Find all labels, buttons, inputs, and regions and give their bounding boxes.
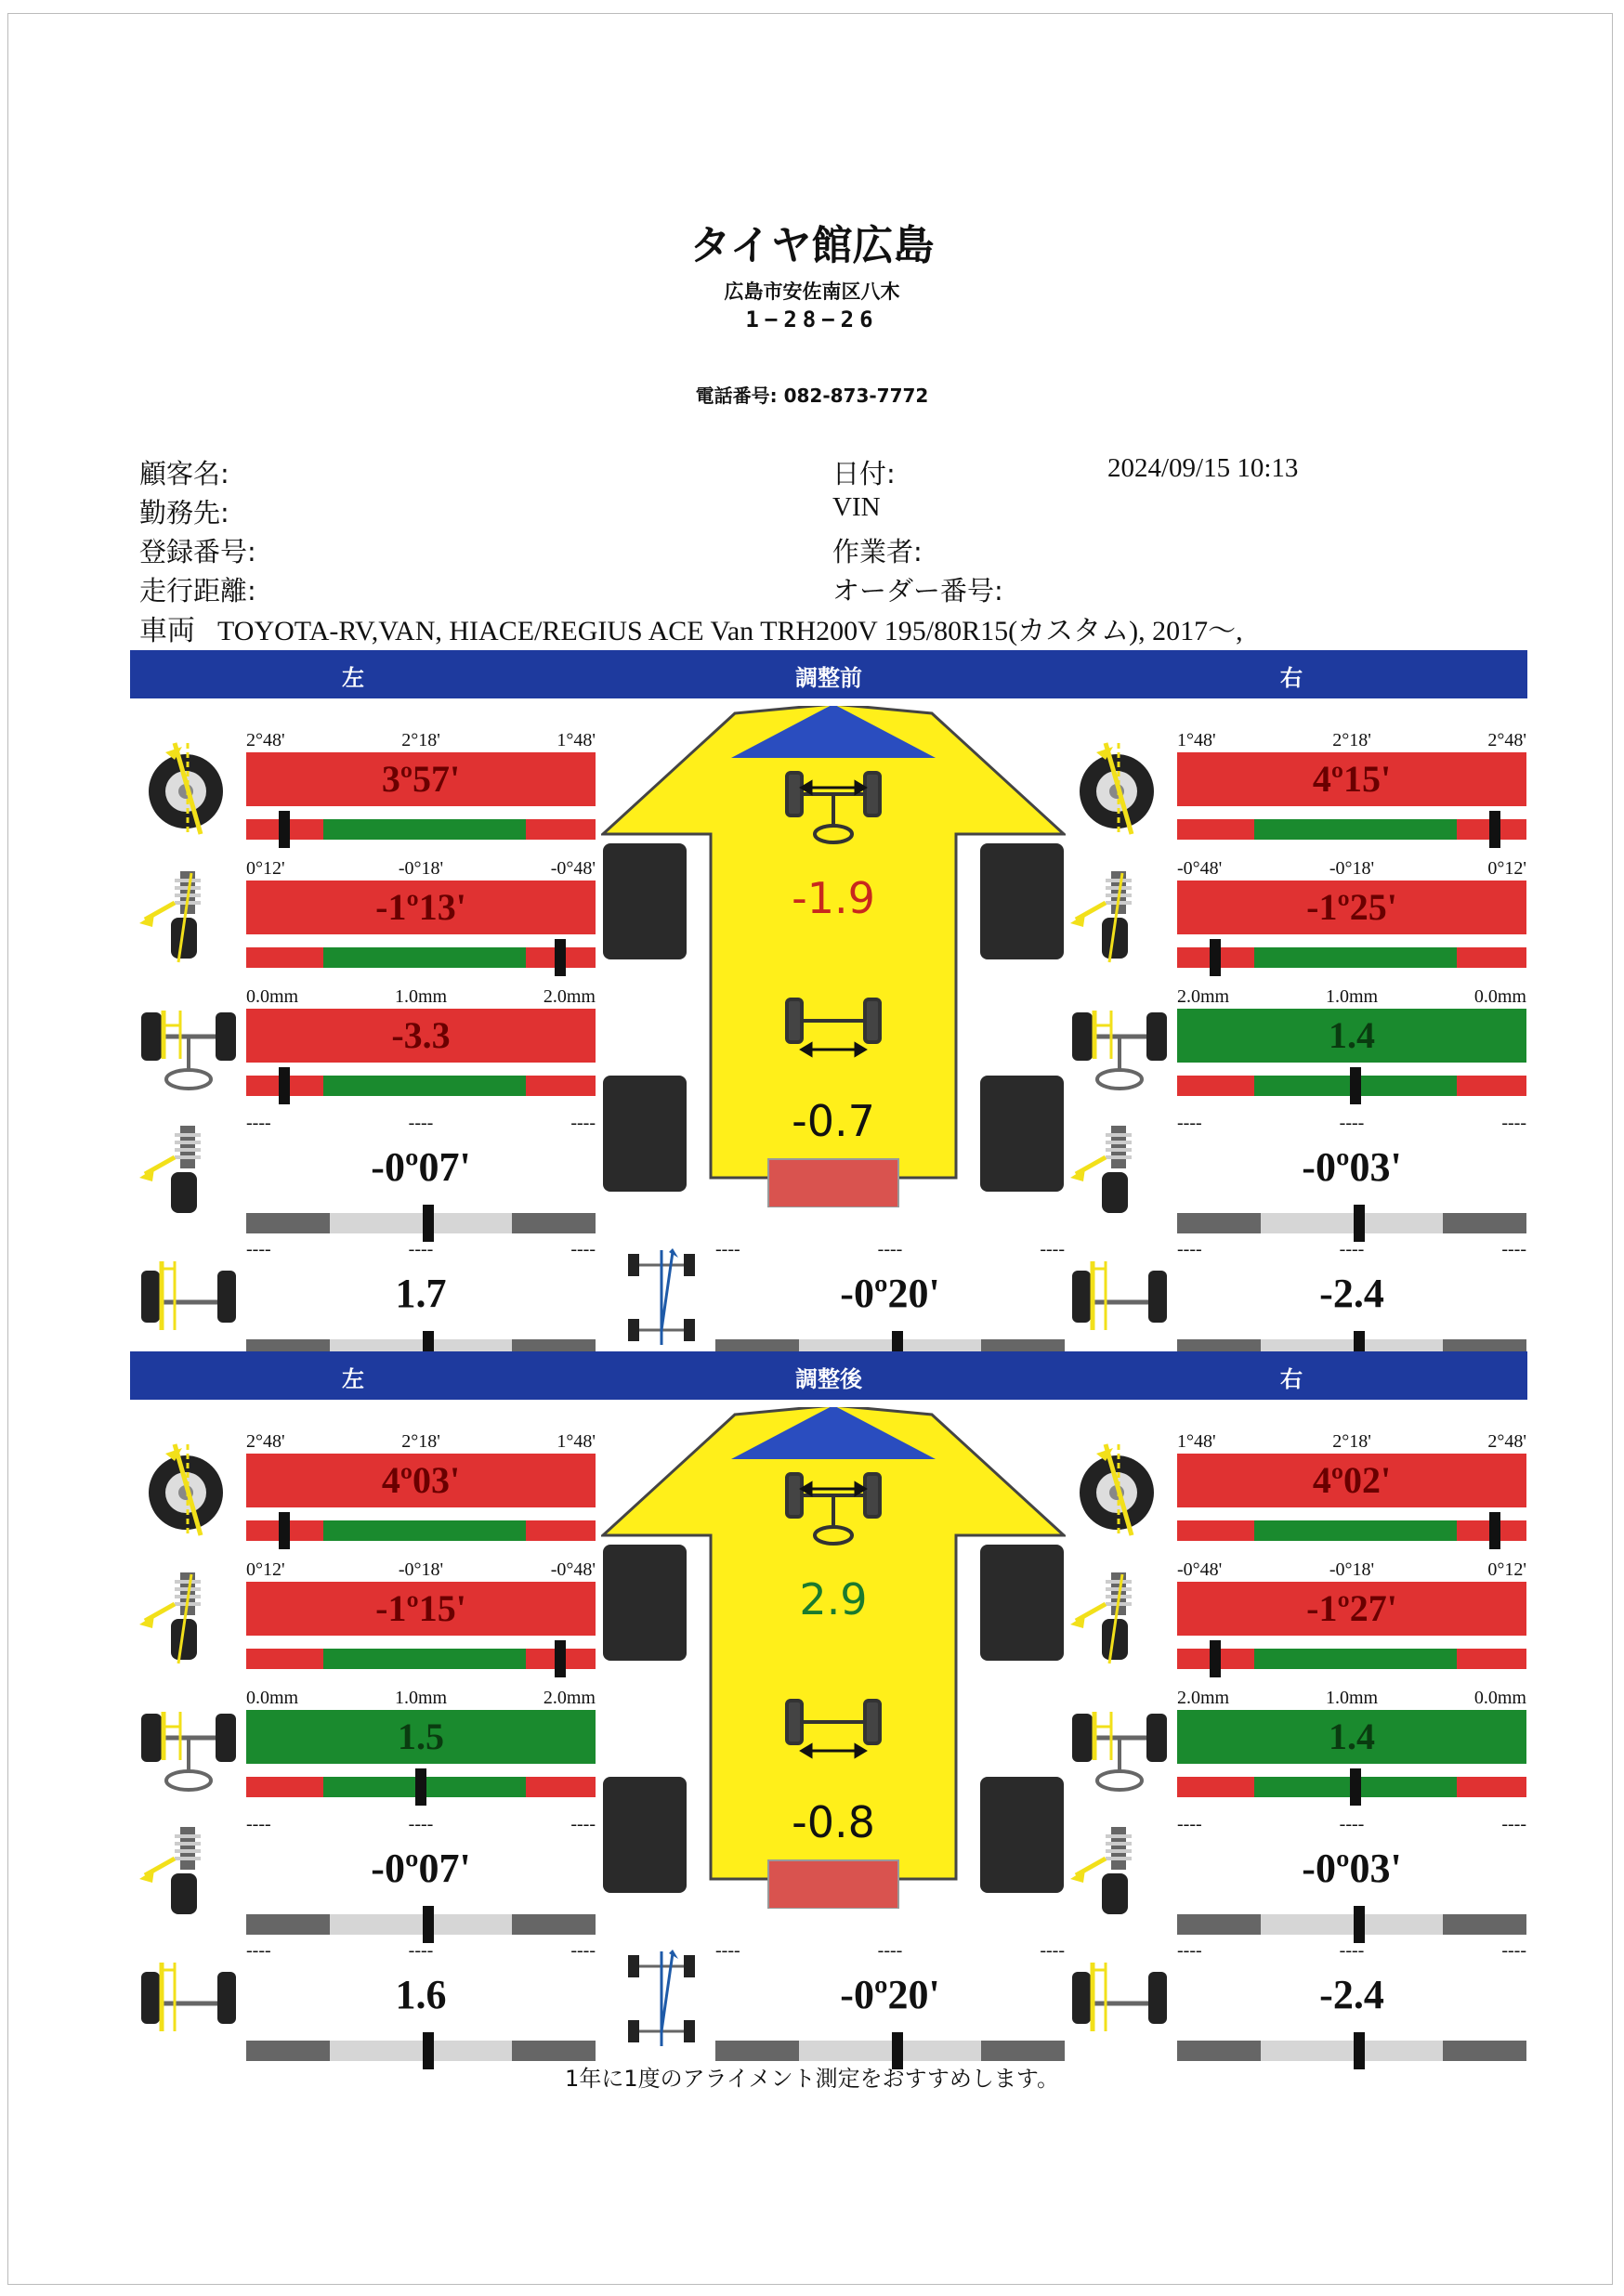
toe-steering-icon (1068, 1695, 1171, 1797)
band-left-label: 左 (342, 665, 364, 691)
vehicle-row (139, 607, 1243, 648)
strut-icon (138, 1120, 240, 1222)
band-left-label: 左 (342, 1366, 364, 1392)
left-value-box: 4º03' (246, 1454, 596, 1507)
employer-label: 勤務先: (139, 497, 229, 528)
right-value: -0º03' (1302, 1846, 1402, 1891)
date-value: 2024/09/15 10:13 (1107, 453, 1299, 483)
left-range-bar (246, 1649, 596, 1669)
scale-label-left: ---- (1177, 1940, 1202, 1961)
right-scale (1177, 1940, 1526, 1961)
right-range-bar (1177, 2041, 1526, 2061)
caster-wheel-icon (1068, 737, 1171, 840)
left-value-box: -3.3 (246, 1009, 596, 1063)
right-scale (1177, 1559, 1526, 1580)
range-segment (1457, 1777, 1526, 1797)
range-segment (1261, 1213, 1443, 1233)
left-value-box: 1.5 (246, 1710, 596, 1764)
scale-label-left: ---- (246, 1239, 271, 1259)
scale-label-right: 2.0mm (543, 1688, 596, 1708)
footer-note: 1年に1度のアライメント測定をおすすめします。 (565, 2066, 1059, 2092)
range-segment (1457, 1076, 1526, 1096)
scale-label-right: ---- (1501, 1239, 1526, 1259)
range-segment (1443, 1914, 1526, 1935)
scale-label-center: ---- (877, 1940, 903, 1961)
range-segment (526, 1520, 596, 1541)
right-scale (1177, 730, 1526, 750)
range-segment (246, 947, 323, 968)
axle-toe-icon (138, 1246, 240, 1349)
right-scale (1177, 1431, 1526, 1452)
shop-name: タイヤ館広島 (689, 222, 935, 269)
left-range-bar (246, 1914, 596, 1935)
right-range-bar (1177, 947, 1526, 968)
band-right-label: 右 (1280, 1366, 1303, 1392)
camber-strut-icon (1068, 866, 1171, 968)
left-value-box: -1º15' (246, 1582, 596, 1636)
center-scale (715, 1940, 1065, 1961)
front-total-toe-value: 2.9 (799, 1574, 868, 1624)
left-indicator-mark (279, 1067, 290, 1104)
strut-icon (1068, 1821, 1171, 1924)
scale-label-center: ---- (1339, 1814, 1365, 1834)
right-value-box: 4º15' (1177, 752, 1526, 806)
scale-label-center: 2°18' (1332, 730, 1371, 750)
shop-address-number: 1−28−26 (745, 307, 879, 333)
range-segment (330, 2041, 512, 2061)
right-indicator-mark (1350, 1768, 1361, 1806)
left-indicator-mark (279, 811, 290, 848)
left-scale (246, 1940, 596, 1961)
range-segment (1177, 1777, 1254, 1797)
front-total-toe-value: -1.9 (792, 873, 875, 923)
scale-label-left: ---- (246, 1113, 271, 1133)
range-segment (323, 819, 526, 840)
center-scale (715, 1239, 1065, 1259)
thrust-angle-icon (624, 1246, 699, 1349)
right-range-bar (1177, 819, 1526, 840)
range-segment (526, 1777, 596, 1797)
left-scale (246, 858, 596, 879)
left-range-bar (246, 1076, 596, 1096)
scale-label-left: 1°48' (1177, 730, 1216, 750)
scale-label-right: 0.0mm (1473, 986, 1526, 1007)
left-indicator-mark (555, 939, 566, 976)
left-value-box: -1º13' (246, 881, 596, 934)
registration-label: 登録番号: (139, 536, 256, 567)
scale-label-right: 2.0mm (543, 986, 596, 1007)
range-segment (512, 2041, 596, 2061)
scale-label-right: 0°12' (1487, 858, 1526, 879)
caster-wheel-icon (1068, 1439, 1171, 1541)
scale-label-center: ---- (1339, 1113, 1365, 1133)
toe-steering-icon (138, 1695, 240, 1797)
scale-label-center: 1.0mm (394, 1688, 448, 1708)
right-scale (1177, 986, 1526, 1007)
left-indicator-mark (415, 1768, 426, 1806)
scale-label-left: 0.0mm (246, 986, 299, 1007)
scale-label-center: ---- (877, 1239, 903, 1259)
range-segment (323, 947, 526, 968)
scale-label-center: -0°18' (398, 858, 444, 879)
axle-toe-icon (1068, 1246, 1171, 1349)
range-segment (246, 1914, 330, 1935)
strut-icon (138, 1821, 240, 1924)
center-value: -0º20' (840, 1972, 940, 2017)
section-header-band (130, 1351, 1527, 1400)
scale-label-center: ---- (408, 1239, 434, 1259)
range-segment (1457, 1649, 1526, 1669)
range-segment (799, 2041, 981, 2061)
right-value: -2.4 (1319, 1271, 1384, 1316)
scale-label-left: -0°48' (1177, 1559, 1223, 1580)
range-segment (526, 819, 596, 840)
right-value-box: 1.4 (1177, 1710, 1526, 1764)
range-segment (323, 1649, 526, 1669)
band-title: 調整前 (795, 665, 862, 691)
scale-label-right: ---- (1501, 1113, 1526, 1133)
right-scale (1177, 1113, 1526, 1133)
left-indicator-mark (423, 1906, 434, 1943)
order-number-label: オーダー番号: (832, 575, 1003, 607)
right-value: -2.4 (1319, 1972, 1384, 2017)
axle-toe-icon (138, 1948, 240, 2050)
scale-label-right: ---- (1501, 1940, 1526, 1961)
range-segment (1254, 947, 1457, 968)
left-scale (246, 1113, 596, 1133)
center-value: -0º20' (840, 1271, 940, 1316)
scale-label-right: 1°48' (557, 1431, 596, 1452)
scale-label-right: 0°12' (1487, 1559, 1526, 1580)
left-value: 1.6 (395, 1972, 447, 2017)
scale-label-center: ---- (1339, 1940, 1365, 1961)
right-range-bar (1177, 1914, 1526, 1935)
right-indicator-mark (1210, 1640, 1221, 1677)
right-scale (1177, 1239, 1526, 1259)
scale-label-right: ---- (1040, 1940, 1065, 1961)
section-header-band (130, 650, 1527, 698)
center-range-bar (715, 2041, 1065, 2061)
right-indicator-mark (1489, 1512, 1500, 1549)
date-label: 日付: (832, 458, 896, 489)
left-value: -0º07' (371, 1846, 471, 1891)
range-segment (330, 1213, 512, 1233)
left-range-bar (246, 819, 596, 840)
right-indicator-mark (1489, 811, 1500, 848)
scale-label-right: -0°48' (550, 858, 596, 879)
range-segment (323, 1520, 526, 1541)
right-value-box: 4º02' (1177, 1454, 1526, 1507)
thrust-angle-icon (624, 1948, 699, 2050)
right-range-bar (1177, 1213, 1526, 1233)
range-segment (1177, 1914, 1261, 1935)
right-range-bar (1177, 1520, 1526, 1541)
range-segment (246, 1777, 323, 1797)
right-value: -0º03' (1302, 1144, 1402, 1190)
scale-label-left: ---- (715, 1940, 740, 1961)
left-indicator-mark (279, 1512, 290, 1549)
scale-label-right: ---- (570, 1814, 596, 1834)
left-range-bar (246, 2041, 596, 2061)
scale-label-center: ---- (408, 1814, 434, 1834)
worker-label: 作業者: (832, 536, 923, 567)
camber-strut-icon (1068, 1567, 1171, 1669)
scale-label-left: 2.0mm (1177, 986, 1230, 1007)
scale-label-left: 2°48' (246, 1431, 285, 1452)
scale-label-right: ---- (570, 1113, 596, 1133)
left-scale (246, 1688, 596, 1708)
range-segment (1254, 1520, 1457, 1541)
right-indicator-mark (1210, 939, 1221, 976)
scale-label-center: 1.0mm (1325, 986, 1379, 1007)
scale-label-center: -0°18' (398, 1559, 444, 1580)
right-scale (1177, 858, 1526, 879)
range-segment (1254, 1649, 1457, 1669)
range-segment (1261, 2041, 1443, 2061)
mileage-label: 走行距離: (139, 575, 256, 607)
right-value-box: -1º27' (1177, 1582, 1526, 1636)
range-segment (323, 1076, 526, 1096)
left-scale (246, 1431, 596, 1452)
scale-label-center: 2°18' (1332, 1431, 1371, 1452)
right-indicator-mark (1354, 1205, 1365, 1242)
range-segment (512, 1213, 596, 1233)
left-range-bar (246, 1520, 596, 1541)
scale-label-right: 1°48' (557, 730, 596, 750)
scale-label-left: 1°48' (1177, 1431, 1216, 1452)
scale-label-right: ---- (570, 1239, 596, 1259)
scale-label-left: -0°48' (1177, 858, 1223, 879)
scale-label-center: ---- (408, 1940, 434, 1961)
left-scale (246, 1559, 596, 1580)
scale-label-center: 2°18' (401, 1431, 440, 1452)
left-scale (246, 1239, 596, 1259)
range-segment (1254, 819, 1457, 840)
scale-label-right: 0.0mm (1473, 1688, 1526, 1708)
scale-label-center: ---- (408, 1113, 434, 1133)
scale-label-center: -0°18' (1329, 858, 1375, 879)
scale-label-center: 1.0mm (1325, 1688, 1379, 1708)
left-value: 1.7 (395, 1271, 447, 1316)
left-scale (246, 1814, 596, 1834)
scale-label-left: ---- (246, 1940, 271, 1961)
scale-label-left: 2°48' (246, 730, 285, 750)
toe-steering-icon (138, 994, 240, 1096)
range-segment (1177, 1076, 1254, 1096)
range-segment (1177, 1213, 1261, 1233)
caster-wheel-icon (138, 737, 240, 840)
customer-label: 顧客名: (139, 458, 229, 489)
vehicle-value: TOYOTA-RV,VAN, HIACE/REGIUS ACE Van TRH200V 195/80R15(カスタム), 2017〜, (217, 616, 1243, 646)
range-segment (246, 1649, 323, 1669)
scale-label-right: 2°48' (1487, 1431, 1526, 1452)
range-segment (715, 2041, 799, 2061)
scale-label-left: ---- (715, 1239, 740, 1259)
camber-strut-icon (138, 866, 240, 968)
shop-phone: 電話番号: 082-873-7772 (695, 385, 929, 407)
scale-label-center: 1.0mm (394, 986, 448, 1007)
right-scale (1177, 1688, 1526, 1708)
range-segment (526, 1076, 596, 1096)
scale-label-right: ---- (570, 1940, 596, 1961)
scale-label-left: ---- (1177, 1113, 1202, 1133)
vehicle-label: 車両 (139, 615, 195, 647)
scale-label-center: ---- (1339, 1239, 1365, 1259)
scale-label-right: 2°48' (1487, 730, 1526, 750)
scale-label-left: 0°12' (246, 858, 285, 879)
left-indicator-mark (423, 1205, 434, 1242)
vin-label: VIN (832, 492, 881, 522)
range-segment (1261, 1914, 1443, 1935)
range-segment (246, 1213, 330, 1233)
band-title: 調整後 (795, 1366, 862, 1392)
left-range-bar (246, 947, 596, 968)
scale-label-left: 2.0mm (1177, 1688, 1230, 1708)
right-indicator-mark (1350, 1067, 1361, 1104)
left-scale (246, 730, 596, 750)
left-range-bar (246, 1213, 596, 1233)
scale-label-right: -0°48' (550, 1559, 596, 1580)
right-range-bar (1177, 1649, 1526, 1669)
left-indicator-mark (555, 1640, 566, 1677)
shop-address: 広島市安佐南区八木 (724, 280, 900, 303)
left-value-box: 3º57' (246, 752, 596, 806)
left-value: -0º07' (371, 1144, 471, 1190)
scale-label-left: ---- (1177, 1814, 1202, 1834)
range-segment (981, 2041, 1065, 2061)
range-segment (1443, 2041, 1526, 2061)
scale-label-left: ---- (1177, 1239, 1202, 1259)
scale-label-left: 0.0mm (246, 1688, 299, 1708)
range-segment (330, 1914, 512, 1935)
range-segment (1443, 1213, 1526, 1233)
scale-label-left: 0°12' (246, 1559, 285, 1580)
band-right-label: 右 (1280, 665, 1303, 691)
right-value-box: -1º25' (1177, 881, 1526, 934)
axle-toe-icon (1068, 1948, 1171, 2050)
range-segment (246, 2041, 330, 2061)
right-scale (1177, 1814, 1526, 1834)
scale-label-right: ---- (1501, 1814, 1526, 1834)
range-segment (1177, 2041, 1261, 2061)
rear-total-toe-value: -0.8 (792, 1797, 875, 1847)
range-segment (1177, 1520, 1254, 1541)
range-segment (512, 1914, 596, 1935)
camber-strut-icon (138, 1567, 240, 1669)
range-segment (1457, 947, 1526, 968)
left-scale (246, 986, 596, 1007)
scale-label-left: ---- (246, 1814, 271, 1834)
toe-steering-icon (1068, 994, 1171, 1096)
strut-icon (1068, 1120, 1171, 1222)
rear-total-toe-value: -0.7 (792, 1096, 875, 1146)
range-segment (1177, 819, 1254, 840)
scale-label-center: 2°18' (401, 730, 440, 750)
scale-label-right: ---- (1040, 1239, 1065, 1259)
right-indicator-mark (1354, 1906, 1365, 1943)
scale-label-center: -0°18' (1329, 1559, 1375, 1580)
right-value-box: 1.4 (1177, 1009, 1526, 1063)
caster-wheel-icon (138, 1439, 240, 1541)
